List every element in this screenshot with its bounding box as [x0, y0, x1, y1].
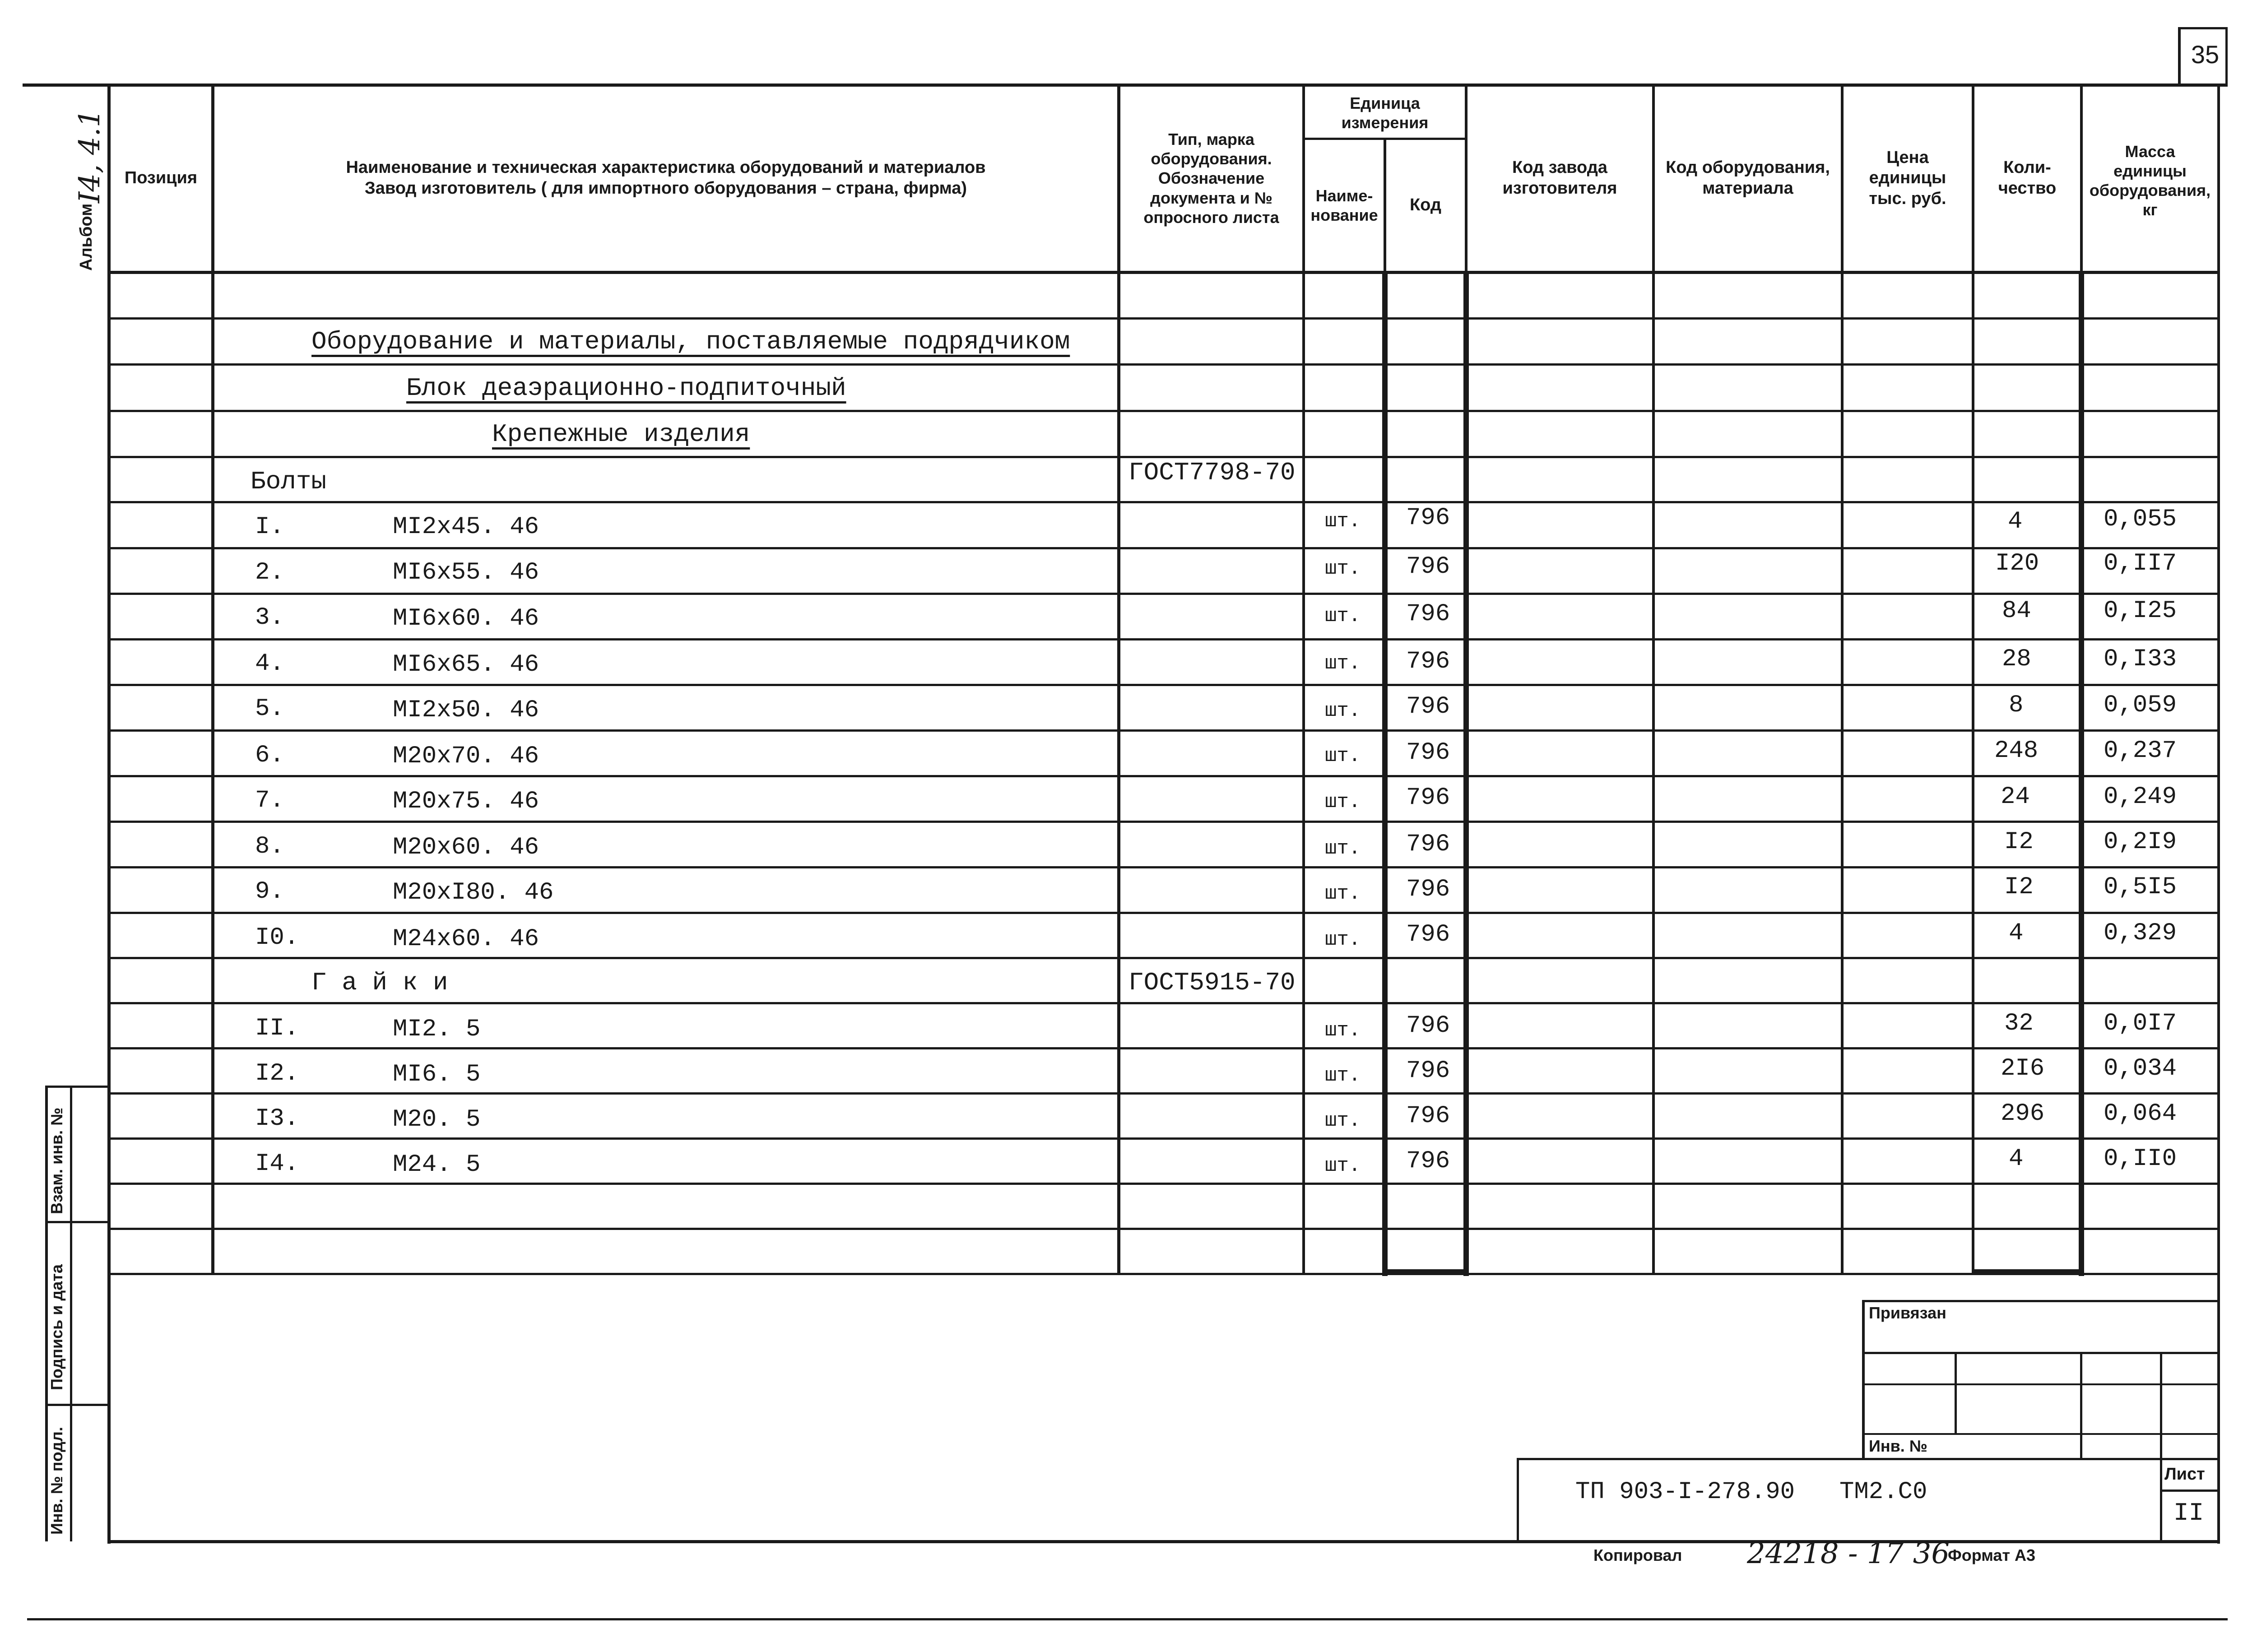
- row-name: М24х60. 46: [393, 925, 539, 953]
- row-mass: 0,II0: [2104, 1145, 2177, 1173]
- album-number: I4, 4.1: [73, 109, 107, 203]
- side-stamp-vzam: Взам. инв. №: [47, 1107, 66, 1214]
- row-unit: шт.: [1325, 791, 1361, 813]
- doc-code: ТП 903-I-278.90: [1575, 1478, 1795, 1506]
- row-quantity: 24: [2001, 783, 2030, 811]
- row-position: 6.: [255, 742, 284, 769]
- row-position: 3.: [255, 604, 284, 631]
- row-code: 796: [1406, 504, 1450, 532]
- row-code: 796: [1406, 1057, 1450, 1085]
- row-quantity: 4: [2008, 508, 2023, 535]
- row-code: 796: [1406, 921, 1450, 948]
- row-code: 796: [1406, 648, 1450, 675]
- row-quantity: 2I6: [2001, 1055, 2045, 1082]
- row-mass: 0,2I9: [2104, 828, 2177, 856]
- row-unit: шт.: [1325, 1109, 1361, 1132]
- row-name: МI2х50. 46: [393, 696, 539, 724]
- row-code: 796: [1406, 739, 1450, 766]
- album-label: Альбом: [77, 203, 96, 271]
- row-quantity: I2: [2004, 873, 2034, 901]
- group-standard-nuts: ГОСТ5915-70: [1128, 968, 1296, 997]
- group-standard-bolts: ГОСТ7798-70: [1128, 458, 1296, 487]
- column-header-unit-code: Код: [1409, 195, 1442, 215]
- row-name: М20х70. 46: [393, 742, 539, 770]
- row-position: 9.: [255, 878, 284, 905]
- row-mass: 0,I25: [2104, 597, 2177, 625]
- row-position: 7.: [255, 787, 284, 814]
- row-quantity: 8: [2009, 691, 2024, 719]
- column-header-unit-name: Наиме- нование: [1310, 186, 1378, 224]
- row-mass: 0,249: [2104, 783, 2177, 811]
- row-code: 796: [1406, 831, 1450, 858]
- row-mass: 0,I33: [2104, 645, 2177, 673]
- heading-block: Блок деаэрационно-подпиточный: [406, 374, 846, 403]
- row-mass: 0,329: [2104, 919, 2177, 947]
- side-stamp-inv-podl: Инв. № подл.: [47, 1427, 66, 1535]
- row-code: 796: [1406, 600, 1450, 628]
- row-position: I2.: [255, 1060, 299, 1087]
- row-mass: 0,055: [2104, 506, 2177, 533]
- row-name: М20х60. 46: [393, 834, 539, 861]
- row-unit: шт.: [1325, 557, 1361, 580]
- row-quantity: 296: [2001, 1100, 2045, 1128]
- row-name: МI6х65. 46: [393, 651, 539, 678]
- row-unit: шт.: [1325, 1064, 1361, 1087]
- page-number: 35: [2191, 40, 2220, 69]
- row-position: I3.: [255, 1105, 299, 1132]
- row-quantity: 248: [1994, 737, 2039, 765]
- row-unit: шт.: [1325, 510, 1361, 533]
- row-quantity: 84: [2002, 597, 2031, 625]
- row-unit: шт.: [1325, 1019, 1361, 1042]
- row-position: 2.: [255, 559, 284, 586]
- row-quantity: I20: [1995, 550, 2039, 577]
- row-name: М20х75. 46: [393, 788, 539, 815]
- side-stamp-podpis: Подпись и дата: [47, 1264, 66, 1390]
- row-position: I4.: [255, 1150, 299, 1178]
- heading-fasteners: Крепежные изделия: [492, 420, 750, 449]
- row-quantity: 32: [2004, 1010, 2034, 1037]
- kopiroval-label: Копировал: [1593, 1546, 1682, 1564]
- row-mass: 0,059: [2104, 691, 2177, 719]
- row-quantity: 4: [2009, 1145, 2024, 1173]
- inv-no-label: Инв. №: [1869, 1437, 1927, 1455]
- row-name: М24. 5: [393, 1151, 481, 1179]
- row-mass: 0,064: [2104, 1100, 2177, 1128]
- column-header-position: Позиция: [124, 168, 198, 188]
- list-value: II: [2173, 1499, 2204, 1527]
- handwritten-number: 24218 - 17 36: [1747, 1537, 1950, 1570]
- row-quantity: 28: [2002, 645, 2031, 673]
- row-name: МI2. 5: [393, 1016, 481, 1043]
- row-name: М20. 5: [393, 1106, 481, 1133]
- row-name: МI2х45. 46: [393, 513, 539, 541]
- row-unit: шт.: [1325, 745, 1361, 767]
- group-label-nuts: Г а й к и: [311, 968, 448, 997]
- format-label: Формат А3: [1948, 1546, 2036, 1564]
- row-unit: шт.: [1325, 652, 1361, 675]
- row-mass: 0,237: [2104, 737, 2177, 765]
- row-name: М20хI80. 46: [393, 879, 554, 906]
- row-name: МI6. 5: [393, 1061, 481, 1088]
- row-position: 4.: [255, 650, 284, 678]
- list-label: Лист: [2164, 1465, 2205, 1484]
- row-unit: шт.: [1325, 700, 1361, 722]
- heading-main: Оборудование и материалы, поставляемые подрядчиком: [311, 327, 1070, 356]
- column-header-equipment-code: Код оборудования, материала: [1666, 158, 1830, 198]
- column-header-mass: Масса единицы оборудования, кг: [2089, 142, 2211, 219]
- row-code: 796: [1406, 693, 1450, 720]
- sheet-code: ТМ2.С0: [1839, 1478, 1927, 1506]
- row-code: 796: [1406, 876, 1450, 903]
- row-mass: 0,II7: [2104, 550, 2177, 577]
- row-name: МI6х60. 46: [393, 605, 539, 632]
- row-code: 796: [1406, 1102, 1450, 1130]
- row-position: I0.: [255, 924, 299, 951]
- column-header-price: Цена единицы тыс. руб.: [1869, 148, 1946, 208]
- row-unit: шт.: [1325, 605, 1361, 627]
- row-position: 8.: [255, 833, 284, 860]
- column-header-factory-code: Код завода изготовителя: [1502, 158, 1617, 198]
- row-position: 5.: [255, 695, 284, 723]
- privyazan-label: Привязан: [1869, 1304, 1946, 1322]
- row-code: 796: [1406, 1147, 1450, 1175]
- row-quantity: I2: [2004, 828, 2034, 856]
- column-header-quantity: Коли- чество: [1998, 158, 2057, 198]
- column-header-unit-group: Единица измерения: [1341, 93, 1429, 132]
- row-position: II.: [255, 1015, 299, 1042]
- row-unit: шт.: [1325, 837, 1361, 860]
- row-quantity: 4: [2009, 919, 2024, 947]
- group-label-bolts: Болты: [251, 467, 327, 496]
- row-mass: 0,034: [2104, 1055, 2177, 1082]
- row-code: 796: [1406, 784, 1450, 812]
- row-unit: шт.: [1325, 1155, 1361, 1177]
- row-code: 796: [1406, 553, 1450, 580]
- column-header-name: Наименование и техническая характеристика оборудований и материалов Завод изготовитель ( для импортного оборудования – страна, фирма): [346, 158, 986, 198]
- row-mass: 0,5I5: [2104, 873, 2177, 901]
- row-code: 796: [1406, 1012, 1450, 1039]
- row-unit: шт.: [1325, 928, 1361, 951]
- row-mass: 0,0I7: [2104, 1010, 2177, 1037]
- row-position: I.: [255, 513, 284, 541]
- column-header-type: Тип, марка оборудования. Обозначение документа и № опросного листа: [1143, 130, 1279, 227]
- row-name: МI6х55. 46: [393, 559, 539, 586]
- row-unit: шт.: [1325, 882, 1361, 905]
